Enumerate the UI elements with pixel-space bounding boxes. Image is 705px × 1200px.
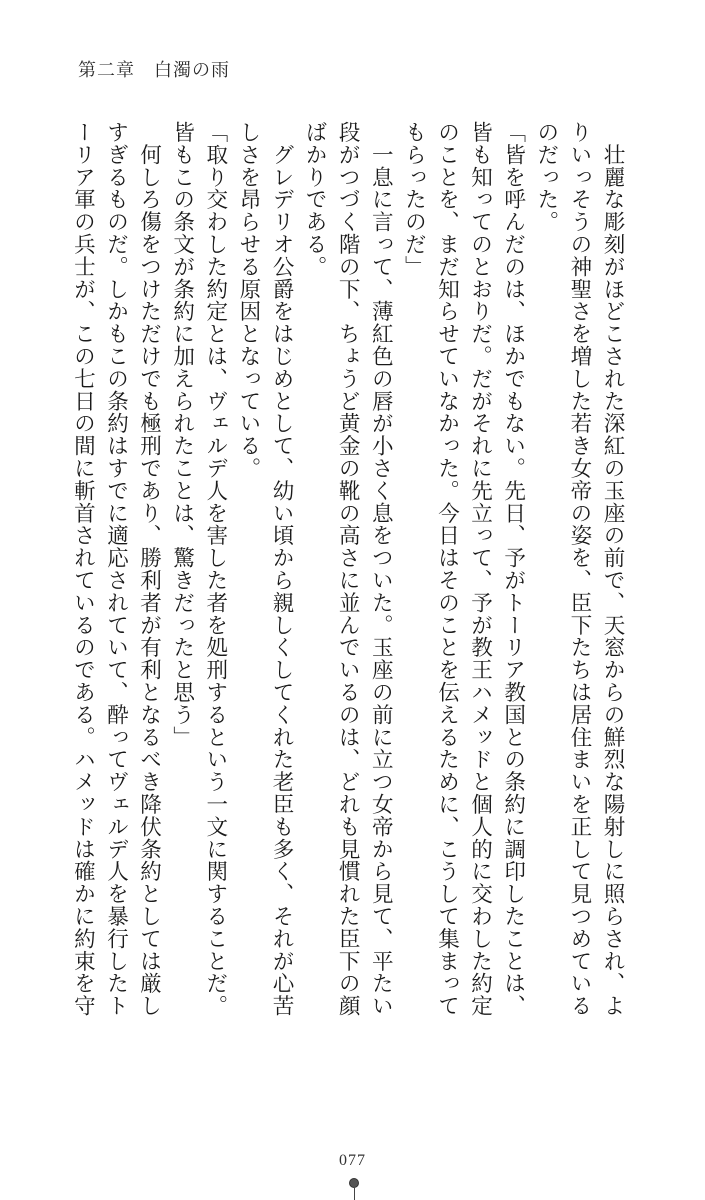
text-line: 「皆を呼んだのは、ほかでもない。先日、予がトーリア教国との条約に調印したことは、	[500, 121, 526, 1017]
text-line: 皆もこの条文が条約に加えられたことは、驚きだったと思う」	[169, 121, 195, 749]
chapter-running-head: 第二章 白濁の雨	[78, 60, 230, 81]
text-line: 段がつづく階の下、ちょうど黄金の靴の高さに並んでいるのは、どれも見慣れた臣下の顔	[335, 121, 361, 1017]
text-line: のことを、まだ知らせていなかった。今日はそのことを伝えるために、こうして集まって	[434, 121, 460, 1017]
text-line: 「取り交わした約定とは、ヴェルデ人を害した者を処刑するという一文に関することだ。	[202, 121, 228, 1017]
text-line: ばかりである。	[302, 121, 328, 278]
page-number: 077	[339, 1152, 366, 1169]
text-line: 壮麗な彫刻がほどこされた深紅の玉座の前で、天窓からの鮮烈な陽射しに照らされ、よ	[600, 121, 625, 1017]
text-line: グレデリオ公爵をはじめとして、幼い頃から親しくしてくれた老臣も多く、それが心苦	[269, 121, 294, 1017]
text-line: もらったのだ」	[401, 121, 427, 278]
text-line: 一息に言って、薄紅色の唇が小さく息をついた。玉座の前に立つ女帝から見て、平たい	[368, 121, 394, 1017]
text-line: 何しろ傷をつけただけでも極刑であり、勝利者が有利となるべき降伏条約としては厳し	[136, 121, 162, 1017]
text-line: しさを昂らせる原因となっている。	[235, 121, 261, 480]
ornament-line	[354, 1188, 355, 1200]
text-line: 皆も知ってのとおりだ。だがそれに先立って、予が教王ハメッドと個人的に交わした約定	[467, 121, 493, 1017]
text-line: りいっそうの神聖さを増した若き女帝の姿を、臣下たちは居住まいを正して見つめている	[566, 121, 592, 1017]
text-line: ーリア軍の兵士が、この七日の間に斬首されているのである。ハメッドは確かに約束を守	[70, 121, 96, 1017]
text-line: すぎるものだ。しかもこの条約はすでに適応されていて、酔ってヴェルデ人を暴行したト	[103, 121, 129, 1017]
ornament-dot-icon	[349, 1178, 359, 1188]
text-line: のだった。	[533, 121, 559, 233]
